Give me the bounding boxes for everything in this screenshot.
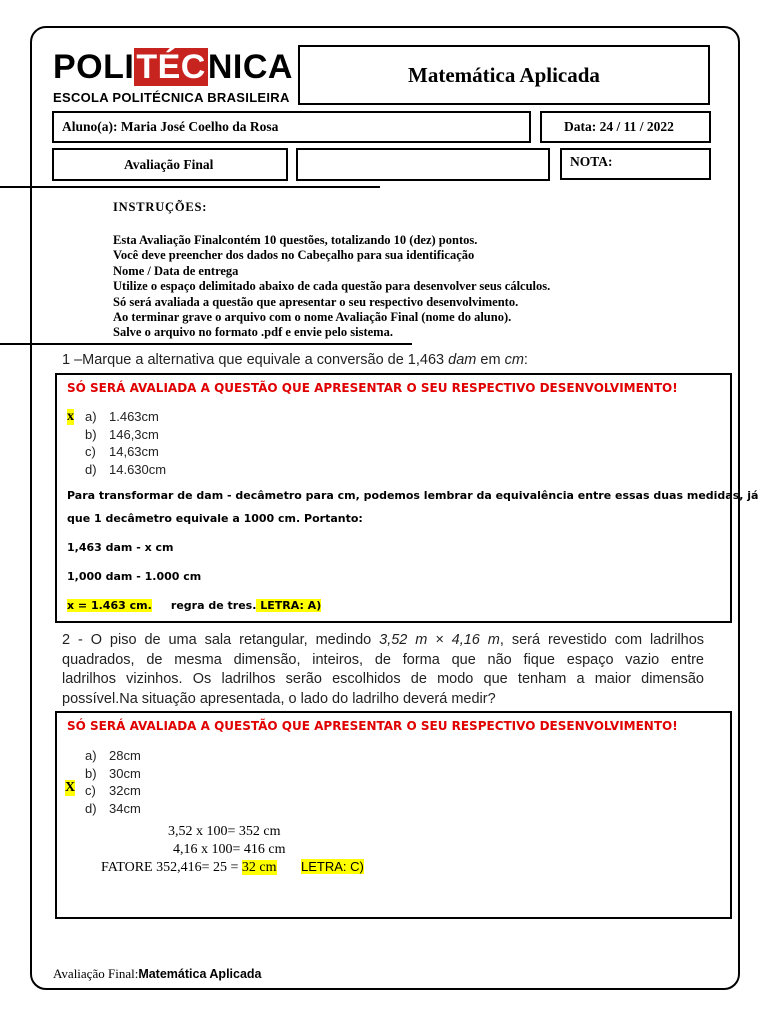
- q1-work-line: 1,463 dam - x cm: [67, 541, 174, 554]
- instructions-heading: INSTRUÇÕES:: [113, 200, 208, 214]
- q1-option-a: a) 1.463cm: [85, 409, 159, 424]
- q1-work-line: 1,000 dam - 1.000 cm: [67, 570, 202, 583]
- q2-calc-line: 4,16 x 100= 416 cm: [173, 842, 286, 857]
- q1-answer-box: [55, 373, 759, 623]
- q2-options: [85, 747, 141, 817]
- logo-subtitle: ESCOLA POLITÉCNICA BRASILEIRA: [53, 90, 290, 105]
- q2-line: 2 - O piso de uma sala retangular, medindo 3,52 m × 4,16 m, será revestido com ladrilhos: [62, 632, 705, 648]
- instruction-line: Você deve preencher dos dados no Cabeçalho para sua identificação: [113, 248, 475, 263]
- q2-option-d: d) 34cm: [85, 800, 141, 816]
- q2-warning: SÓ SERÁ AVALIADA A QUESTÃO QUE APRESENTAR O SEU RESPECTIVO DESENVOLVIMENTO!: [67, 719, 678, 733]
- q1-option-d: d) 14.630cm: [85, 461, 167, 477]
- q2-option-a: a) 28cm: [85, 748, 141, 763]
- q2-calc-result: FATORE 352,416= 25 = 32 cm LETRA: C): [101, 859, 364, 875]
- student-name-field: Aluno(a): Maria José Coelho da Rosa: [52, 111, 531, 143]
- q1-work-line: Para transformar de dam - decâmetro para cm, podemos lembrar da equivalência entre essas duas medidas, já: [67, 489, 759, 502]
- instruction-line: Utilize o espaço delimitado abaixo de cada questão para desenvolver seus cálculos.: [113, 279, 551, 294]
- q1-option-b: b) 146,3cm: [85, 426, 159, 442]
- q2-line: ladrilhos vizinhos. Os ladrilhos serão escolhidos de modo que tenham a maior dimensão: [62, 671, 704, 688]
- blank-field: [296, 148, 550, 181]
- q2-answer-box: [55, 711, 732, 919]
- q2-calc-line: 3,52 x 100= 352 cm: [168, 824, 281, 839]
- q1-option-c: c) 14,63cm: [85, 444, 159, 459]
- grade-field: NOTA:: [560, 148, 711, 180]
- instruction-line: Nome / Data de entrega: [113, 263, 239, 278]
- instruction-line: Salve o arquivo no formato .pdf e envie pelo sistema.: [113, 325, 393, 340]
- q2-option-b: b) 30cm: [85, 765, 141, 781]
- instruction-line: Só será avaliada a questão que apresentar o seu respectivo desenvolvimento.: [113, 294, 519, 309]
- assessment-field: Avaliação Final: [52, 148, 288, 181]
- subject-title: Matemática Aplicada: [298, 45, 710, 105]
- date-field: Data: 24 / 11 / 2022: [540, 111, 711, 143]
- q1-result-line: x = 1.463 cm. regra de tres. LETRA: A): [67, 599, 322, 612]
- q2-option-c: c) 32cm: [85, 783, 141, 798]
- divider-top: [0, 186, 380, 188]
- q2-line: possível.Na situação apresentada, o lado do ladrilho deverá medir?: [62, 690, 496, 707]
- instruction-line: Ao terminar grave o arquivo com o nome Avaliação Final (nome do aluno).: [113, 310, 512, 325]
- logo-wordmark: POLITÉCNICA: [53, 48, 293, 86]
- q2-selected-mark: X: [65, 780, 76, 795]
- instructions-list: [113, 233, 550, 341]
- q1-options: [85, 408, 166, 478]
- q1-prompt: 1 –Marque a alternativa que equivale a conversão de 1,463 dam em cm:: [62, 352, 528, 368]
- q1-selected-mark: x: [67, 409, 74, 424]
- footer: Avaliação Final:Matemática Aplicada: [53, 966, 262, 981]
- q2-line: quadrados, de mesma dimensão, inteiros, de forma que não fique espaço vazio entre: [62, 651, 704, 668]
- instruction-line: Esta Avaliação Finalcontém 10 questões, totalizando 10 (dez) pontos.: [113, 233, 478, 247]
- q2-prompt: [62, 631, 704, 709]
- q1-work-line: que 1 decâmetro equivale a 1000 cm. Portanto:: [67, 512, 363, 525]
- q1-warning: SÓ SERÁ AVALIADA A QUESTÃO QUE APRESENTAR O SEU RESPECTIVO DESENVOLVIMENTO!: [67, 381, 678, 395]
- divider-bottom: [0, 343, 412, 345]
